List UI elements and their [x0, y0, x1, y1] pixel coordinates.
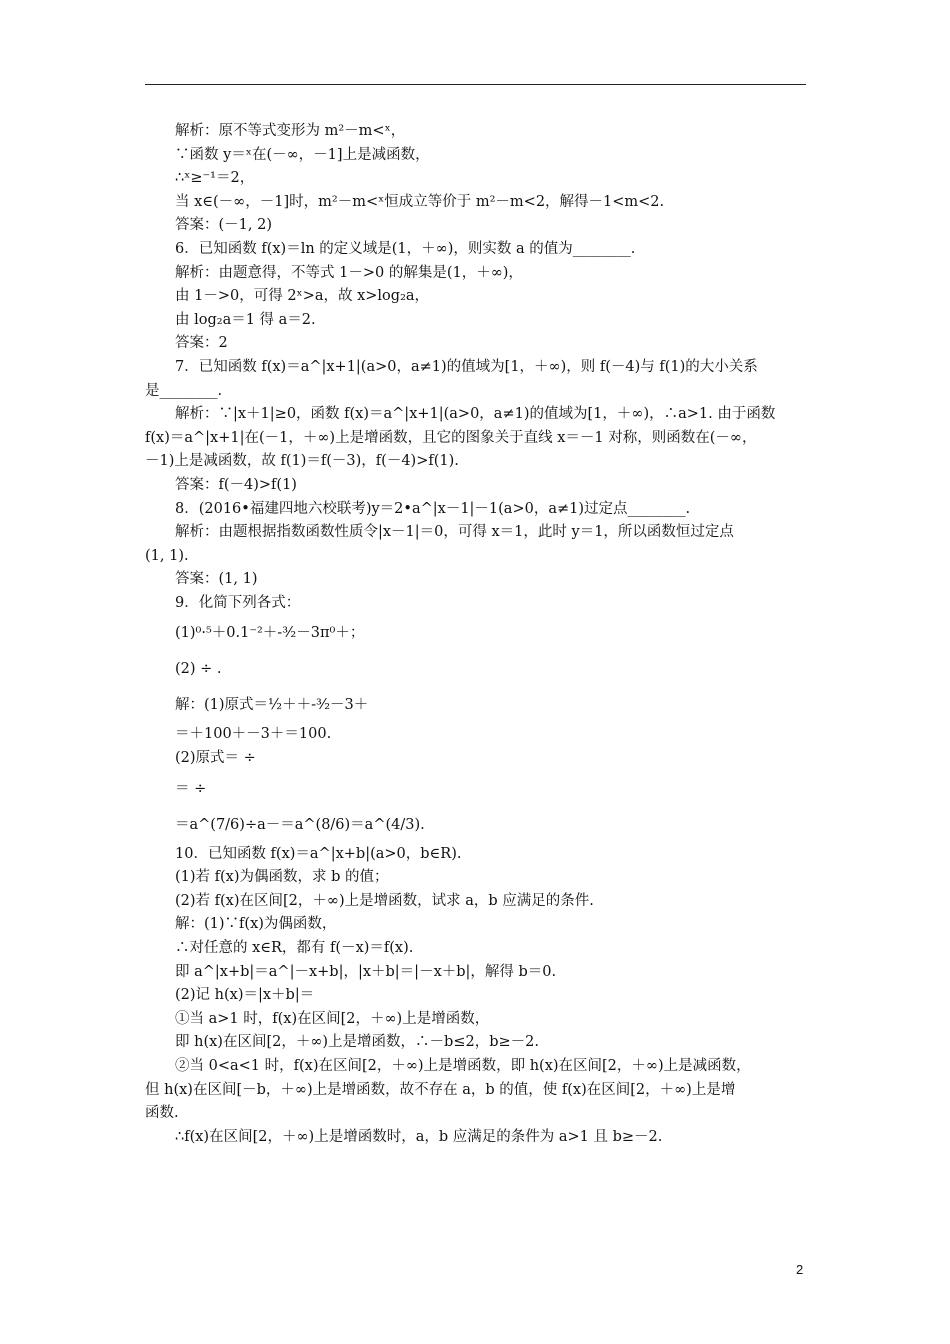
text-line: 答案：f(－4)>f(1): [175, 476, 297, 493]
text-line: 但 h(x)在区间[－b，＋∞)上是增函数，故不存在 a，b 的值，使 f(x)在区间[2，＋∞)上是增: [145, 1081, 736, 1098]
text-line: ①当 a>1 时，f(x)在区间[2，＋∞)上是增函数，: [175, 1010, 490, 1027]
text-line: ＝＋100＋－3＋＝100.: [175, 726, 332, 743]
text-line: f(x)＝a^|x+1|在(－1，＋∞)上是增函数，且它的图象关于直线 x＝－1 对称，则函数在(－∞，: [145, 429, 757, 446]
document-body: [145, 120, 806, 1149]
text-line: (2) ÷ .: [175, 661, 222, 678]
text-line: 答案：(－1, 2): [175, 217, 272, 234]
text-line: 10．已知函数 f(x)＝a^|x+b|(a>0，b∈R).: [175, 845, 462, 862]
text-line: 由 log₂a＝1 得 a＝2.: [175, 311, 316, 328]
text-line: 解析：原不等式变形为 m²－m<ˣ，: [175, 123, 406, 139]
text-line: ∵函数 y＝ˣ在(－∞，－1]上是减函数，: [175, 146, 430, 163]
text-line: 6．已知函数 f(x)＝ln 的定义域是(1，＋∞)，则实数 a 的值为________.: [175, 240, 636, 257]
text-line: 8．(2016•福建四地六校联考)y＝2•a^|x－1|－1(a>0，a≠1)过定点________.: [175, 500, 691, 517]
text-line: ∴ˣ≥⁻¹＝2，: [175, 170, 255, 187]
text-line: ∴f(x)在区间[2，＋∞)上是增函数时，a，b 应满足的条件为 a>1 且 b≥－2.: [175, 1128, 663, 1145]
text-line: 解：(1)∵f(x)为偶函数，: [175, 916, 337, 933]
text-line: 解析：由题意得，不等式 1－>0 的解集是(1，＋∞)，: [175, 264, 523, 281]
header-rule: [145, 84, 806, 85]
page-number: 2: [796, 1262, 804, 1277]
text-line: 即 a^|x+b|＝a^|－x+b|，|x＋b|＝|－x＋b|，解得 b＝0.: [175, 963, 557, 980]
text-line: (1)若 f(x)为偶函数，求 b 的值；: [175, 869, 389, 886]
text-line: 函数.: [145, 1105, 179, 1122]
text-line: 是________.: [145, 382, 223, 399]
text-line: (2)若 f(x)在区间[2，＋∞)上是增函数，试求 a，b 应满足的条件.: [175, 892, 594, 909]
text-line: 由 1－>0，可得 2ˣ>a，故 x>log₂a，: [175, 288, 430, 305]
text-line: 7．已知函数 f(x)＝a^|x+1|(a>0，a≠1)的值域为[1，＋∞)，则 f(－4)与 f(1)的大小关系: [175, 358, 758, 375]
text-line: (2)原式＝ ÷: [175, 750, 256, 767]
text-line: ∴对任意的 x∈R，都有 f(－x)＝f(x).: [175, 940, 414, 957]
text-line: 即 h(x)在区间[2，＋∞)上是增函数，∴－b≤2，b≥－2.: [175, 1034, 539, 1051]
text-line: 9．化简下列各式：: [175, 594, 301, 611]
text-line: (1, 1).: [145, 547, 189, 564]
text-line: (2)记 h(x)＝|x＋b|＝: [175, 987, 315, 1004]
text-line: ②当 0<a<1 时，f(x)在区间[2，＋∞)上是增函数，即 h(x)在区间[2，＋∞)上是减函数，: [175, 1058, 751, 1074]
text-line: 答案：2: [175, 335, 228, 352]
text-line: －1)上是减函数，故 f(1)＝f(－3)，f(－4)>f(1).: [145, 453, 459, 470]
text-line: 解：(1)原式＝½＋＋-³⁄₂－3＋: [175, 697, 369, 714]
text-line: 解析：∵|x＋1|≥0，函数 f(x)＝a^|x+1|(a>0，a≠1)的值域为[1，＋∞)，∴a>1. 由于函数: [175, 406, 776, 423]
text-line: ＝a^(7/6)÷a－＝a^(8/6)＝a^(4/3).: [175, 816, 425, 833]
text-line: 当 x∈(－∞，－1]时，m²－m<ˣ恒成立等价于 m²－m<2，解得－1<m<2.: [175, 193, 665, 210]
text-line: (1)⁰·⁵＋0.1⁻²＋-³⁄₂－3π⁰＋；: [175, 625, 365, 642]
text-line: 解析：由题根据指数函数性质令|x－1|＝0，可得 x＝1，此时 y＝1，所以函数恒过定点: [175, 524, 734, 541]
text-line: 答案：(1, 1): [175, 571, 258, 588]
text-line: ＝ ÷: [175, 780, 207, 797]
